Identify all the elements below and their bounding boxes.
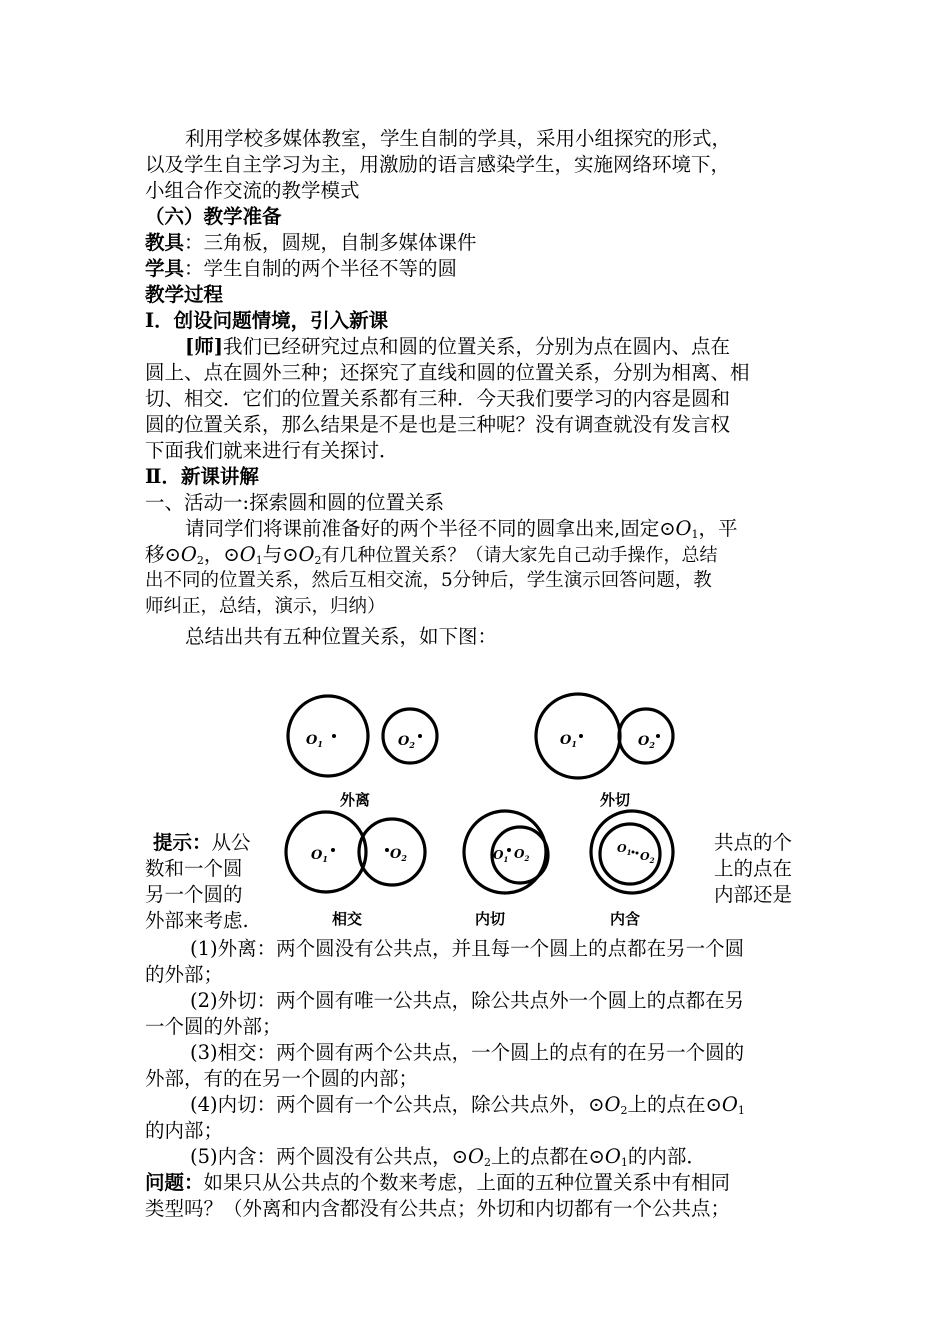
label-intersect: 相交 — [332, 910, 363, 928]
question-line-1 — [145, 1170, 810, 1196]
o-subscript: 1 — [737, 1104, 745, 1117]
activity-1-title: 一、活动一:探索圆和圆的位置关系 — [145, 491, 445, 514]
contain-o1-letter: O — [617, 842, 627, 855]
o-letter: O — [675, 517, 692, 540]
student-tools-text: ：学生自制的两个半径不等的圆 — [184, 257, 458, 280]
intersect-o1-sub: 1 — [322, 854, 328, 864]
o-letter: O — [604, 1093, 621, 1116]
part-1-title: Ⅰ．创设问题情境，引入新课 — [145, 309, 389, 332]
o-letter: O — [180, 543, 197, 566]
question-label: 问题： — [145, 1171, 204, 1194]
separate-circle-o2 — [383, 709, 437, 763]
ask-text-2c: 与⊙ — [262, 543, 299, 566]
item-5-text-mid: 上的点都在⊙ — [490, 1145, 605, 1168]
separate-o1-letter: O — [306, 733, 318, 748]
question-line-2: 类型吗？（外离和内含都没有公共点；外切和内切都有一个公共点； — [145, 1197, 731, 1220]
svg-text:O2 — [514, 847, 529, 863]
svg-text:O1 — [560, 733, 577, 749]
tangent-int-o2-letter: O — [514, 847, 525, 861]
tangent-int-o1-letter: O — [493, 848, 504, 862]
ask-text-1a: 请同学们将课前准备好的两个半径不同的圆拿出来,固定⊙ — [185, 517, 676, 540]
item-1-line-2: 的外部； — [145, 963, 224, 986]
tangent-ext-o1-sub: 1 — [571, 739, 577, 749]
o-subscript: 2 — [314, 554, 322, 567]
teacher-tag: [师] — [185, 335, 223, 358]
teacher-line-3: 切、相交．它们的位置关系都有三种．今天我们要学习的内容是圆和 — [145, 387, 731, 410]
teaching-tools-label: 教具 — [145, 231, 185, 254]
separate-o2-sub: 2 — [409, 740, 415, 750]
intro-line-1: 利用学校多媒体教室，学生自制的学具，采用小组探究的形式， — [185, 127, 732, 150]
separate-o2-letter: O — [398, 734, 410, 749]
svg-text:O1 — [493, 848, 508, 864]
o-subscript: 2 — [620, 1104, 628, 1117]
hint-line-1-left — [153, 830, 251, 856]
o-letter: O — [604, 1145, 621, 1168]
intro-line-3: 小组合作交流的教学模式 — [145, 179, 360, 202]
o-subscript: 1 — [255, 554, 263, 567]
item-1-line-1: (1)外离：两个圆没有公共点，并且每一个圆上的点都在另一个圆 — [190, 937, 745, 960]
svg-text:O2 — [398, 734, 415, 750]
intersect-o2-sub: 2 — [401, 853, 407, 863]
contain-o2-sub: 2 — [649, 856, 655, 865]
o-letter: O — [721, 1093, 738, 1116]
item-3-line-1: (3)相交：两个圆有两个公共点，一个圆上的点有的在另一个圆的 — [190, 1041, 745, 1064]
circle-figure-svg — [280, 692, 720, 932]
teacher-line-2: 圆上、点在圆外三种；还探究了直线和圆的位置关系，分别为相离、相 — [145, 361, 750, 384]
separate-circle-o1 — [288, 696, 368, 776]
o-letter: O — [239, 543, 256, 566]
hint-line-2-right: 上的点在 — [714, 857, 793, 880]
tangent-int-o2-sub: 2 — [524, 854, 530, 863]
ask-line-3: 出不同的位置关系，然后互相交流，5分钟后，学生演示回答问题，教 — [145, 570, 712, 591]
hint-line-1-right: 共点的个 — [714, 831, 793, 854]
hint-line-3-left: 另一个圆的 — [145, 883, 243, 906]
ask-text-1b: ，平 — [698, 517, 738, 540]
item-2-line-1: (2)外切：两个圆有唯一公共点，除公共点外一个圆上的点都在另 — [190, 989, 745, 1012]
label-tangent-internal: 内切 — [475, 910, 506, 928]
svg-text:O1 — [617, 842, 631, 857]
question-text-1: 如果只从公共点的个数来考虑，上面的五种位置关系中有相同 — [203, 1171, 731, 1194]
intersect-circle-o1 — [286, 812, 366, 892]
svg-text:O1 — [306, 733, 323, 749]
teacher-line-4: 圆的位置关系，那么结果是不是也是三种呢？没有调查就没有发言权 — [145, 413, 731, 436]
hint-line-4-left: 外部来考虑. — [145, 909, 249, 932]
o-letter: O — [298, 543, 315, 566]
part-2-title: Ⅱ．新课讲解 — [145, 465, 259, 488]
item-5-text-end: 的内部． — [627, 1145, 706, 1168]
intersect-o2-letter: O — [390, 847, 402, 862]
teaching-tools — [145, 230, 810, 256]
label-tangent-external: 外切 — [600, 791, 631, 809]
hint-line-2-left: 数和一个圆 — [145, 857, 243, 880]
ask-line-4: 师纠正，总结，演示，归纳） — [145, 596, 386, 617]
student-tools-label: 学具 — [145, 257, 185, 280]
o-subscript: 1 — [620, 1156, 628, 1169]
hint-text-1: 从公 — [211, 831, 251, 854]
o-subscript: 1 — [691, 528, 699, 541]
separate-o1-sub: 1 — [317, 739, 323, 749]
svg-text:O2 — [638, 734, 655, 750]
item-5-text-a: (5)内含：两个圆没有公共点，⊙ — [190, 1145, 468, 1168]
hint-label: 提示： — [153, 831, 212, 854]
contain-o2-letter: O — [640, 850, 650, 863]
tangent-ext-o1-letter: O — [560, 733, 572, 748]
contain-o1-sub: 1 — [626, 848, 632, 857]
label-contain: 内含 — [610, 910, 641, 928]
teacher-line-1 — [185, 334, 810, 360]
svg-text:O1 — [311, 848, 328, 864]
svg-text:O2 — [640, 850, 655, 865]
o-letter: O — [467, 1145, 484, 1168]
section-6-title: （六）教学准备 — [145, 205, 282, 228]
item-2-line-2: 一个圆的外部； — [145, 1015, 282, 1038]
circle-relations-figure — [280, 692, 720, 932]
student-tools — [145, 256, 810, 282]
item-4-text-mid: 上的点在⊙ — [627, 1093, 722, 1116]
intro-line-2: 以及学生自主学习为主，用激励的语言感染学生，实施网络环境下， — [145, 153, 731, 176]
tangent-ext-circle-o1 — [536, 694, 620, 778]
item-4-text-a: (4)内切：两个圆有一个公共点，除公共点外，⊙ — [190, 1093, 605, 1116]
item-3-line-2: 外部，有的在另一个圆的内部； — [145, 1067, 419, 1090]
hint-line-3-right: 内部还是 — [714, 883, 793, 906]
summary-line: 总结出共有五种位置关系，如下图： — [185, 625, 498, 648]
label-separate: 外离 — [340, 791, 371, 809]
tangent-ext-o2-sub: 2 — [649, 740, 655, 750]
svg-text:O2 — [390, 847, 407, 863]
o-subscript: 2 — [196, 554, 204, 567]
tangent-ext-o2-letter: O — [638, 734, 650, 749]
o-subscript: 2 — [483, 1156, 491, 1169]
teacher-text-1: 我们已经研究过点和圆的位置关系，分别为点在圆内、点在 — [222, 335, 730, 358]
tangent-int-o1-sub: 1 — [503, 855, 509, 864]
item-4-line-2: 的内部； — [145, 1119, 224, 1142]
teacher-line-5: 下面我们就来进行有关探讨． — [145, 439, 399, 462]
ask-text-2d: 有几种位置关系？（请大家先自己动手操作，总结 — [321, 545, 718, 566]
ask-text-2a: 移⊙ — [145, 543, 181, 566]
teaching-tools-text: ：三角板，圆规，自制多媒体课件 — [184, 231, 477, 254]
ask-text-2b: ，⊙ — [203, 543, 240, 566]
process-title: 教学过程 — [145, 283, 224, 306]
intersect-o1-letter: O — [311, 848, 323, 863]
